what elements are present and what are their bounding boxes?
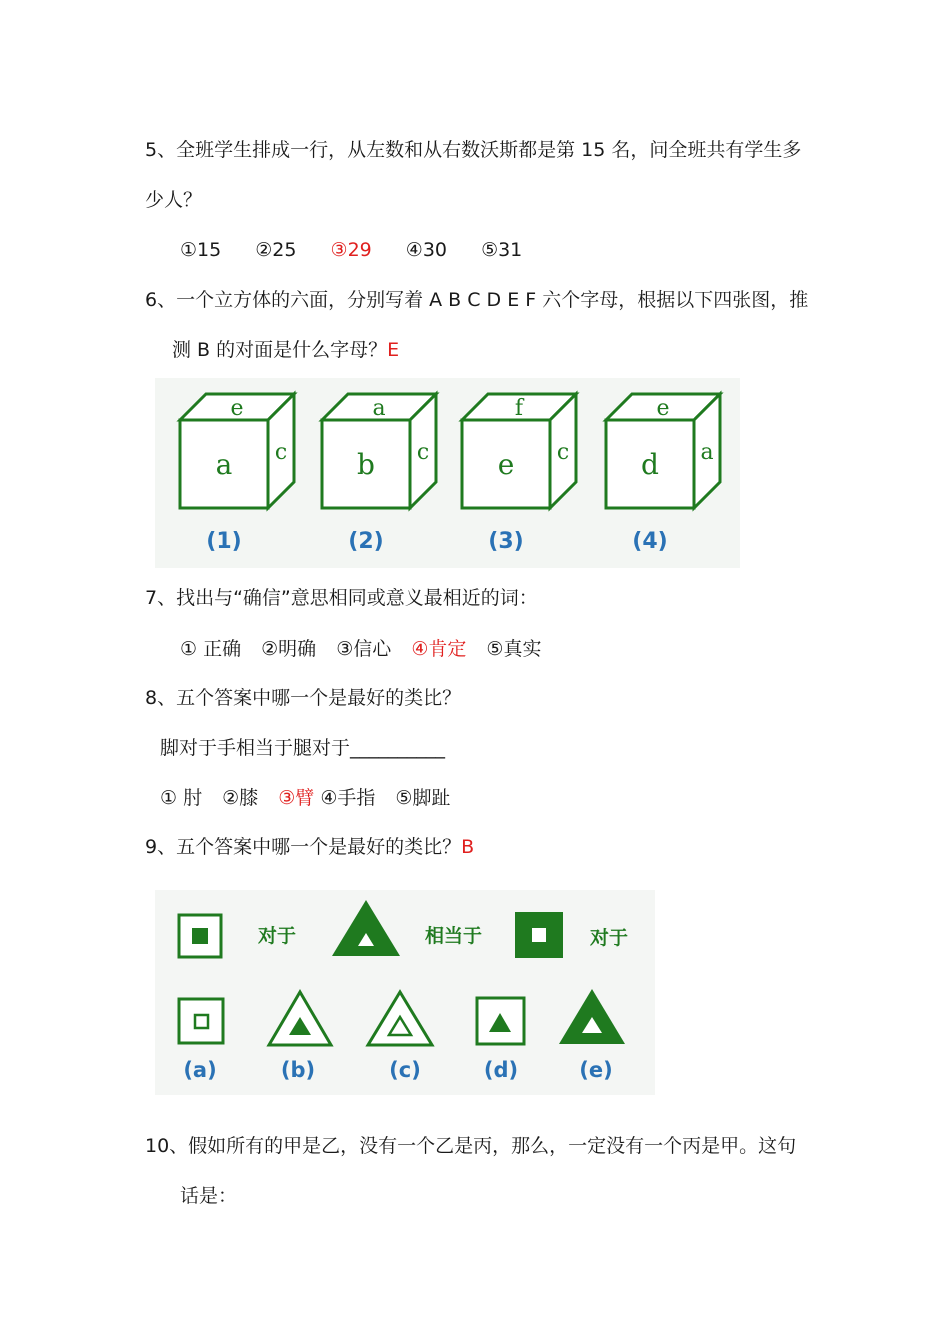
cube-side-letter: a [700,440,714,465]
q10-text-line2: 话是： [180,1185,238,1207]
q8-option-4[interactable]: ④手指 [320,787,376,809]
q6-question: 测 B 的对面是什么字母？ [172,339,388,361]
q5-option-3-answer[interactable]: ③29 [330,239,372,261]
q7-option-1[interactable]: ① 正确 [180,638,242,660]
q8-option-1[interactable]: ① 肘 [160,787,203,809]
cube-front-letter: a [215,448,233,481]
cube-side-letter: c [556,440,570,465]
option-b-label: (b) [280,1058,316,1082]
q9-word-3: 对于 [590,927,629,949]
cube-top-letter: e [656,396,670,421]
cube-top-letter: f [514,396,524,421]
q9-answer: B [461,836,475,858]
q7-option-5[interactable]: ⑤真实 [486,638,542,660]
cube-label: (1) [206,529,242,554]
square-inner-small-icon [532,928,546,942]
q7-text-line1: 7、找出与“确信”意思相同或意义最相近的词： [145,587,538,609]
q5-option-4[interactable]: ④30 [405,239,448,261]
cube-front-letter: d [641,448,659,481]
q8-option-5[interactable]: ⑤脚趾 [395,787,451,809]
q6-cubes-figure [155,378,740,568]
q9-question: 9、五个答案中哪一个是最好的类比？ [145,836,462,858]
q8-option-2[interactable]: ②膝 [222,787,259,809]
option-e-label: (e) [579,1058,613,1082]
option-c-label: (c) [389,1058,421,1082]
cube-label: (3) [488,529,524,554]
q10-text-line1: 10、假如所有的甲是乙，没有一个乙是丙，那么，一定没有一个丙是甲。这句 [145,1135,797,1157]
cube-top-letter: a [372,396,386,421]
cube-label: (2) [348,529,384,554]
q9-text-line1 [145,834,474,860]
q9-word-2: 相当于 [425,925,483,947]
q5-options [180,237,522,263]
q5-option-1[interactable]: ①15 [180,239,222,261]
cube-front-letter: b [357,448,375,481]
q8-text-line2: 脚对于手相当于腿对于__________ [160,737,446,759]
q5-text-line2: 少人？ [145,189,203,211]
q7-option-3[interactable]: ③信心 [336,638,392,660]
q6-answer: E [387,339,400,361]
q8-options [160,785,450,811]
q5-option-2[interactable]: ②25 [255,239,297,261]
q6-text-line2 [172,337,399,363]
cube-side-letter: c [416,440,430,465]
square-filled-small-icon [192,928,208,944]
option-a-label: (a) [183,1058,217,1082]
cube-front-letter: e [497,448,515,481]
q6-text-line1: 6、一个立方体的六面，分别写着 A B C D E F 六个字母，根据以下四张图，推 [145,289,809,311]
cube-side-letter: c [274,440,288,465]
q7-option-2[interactable]: ②明确 [261,638,317,660]
q9-word-1: 对于 [258,925,297,947]
cube-label: (4) [632,529,668,554]
cube-top-letter: e [230,396,244,421]
q8-text-line1: 8、五个答案中哪一个是最好的类比？ [145,687,462,709]
q5-text-line1: 5、全班学生排成一行，从左数和从右数沃斯都是第 15 名，问全班共有学生多 [145,139,802,161]
q8-option-3-answer[interactable]: ③臂 [278,787,315,809]
q7-options [180,636,541,662]
option-d-label: (d) [483,1058,519,1082]
q9-analogy-figure [155,890,655,1095]
q7-option-4-answer[interactable]: ④肯定 [411,638,467,660]
option-a-inner-icon [195,1015,208,1028]
q5-option-5[interactable]: ⑤31 [481,239,523,261]
